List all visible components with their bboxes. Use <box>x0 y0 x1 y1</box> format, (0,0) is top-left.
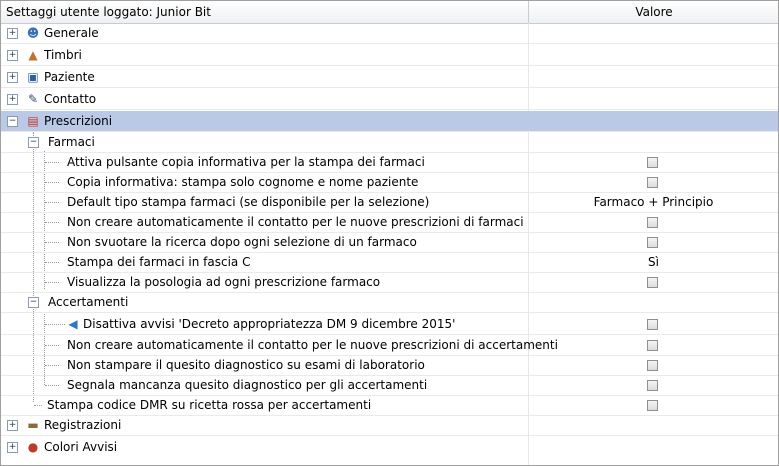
column-header-setting[interactable]: Settaggi utente loggato: Junior Bit <box>6 5 211 19</box>
setting-row[interactable] <box>1 172 778 193</box>
setting-checkbox[interactable] <box>647 237 658 248</box>
color-circles-icon: ● <box>27 440 39 454</box>
tree-node-contatto[interactable] <box>1 89 778 110</box>
setting-label: Copia informativa: stampa solo cognome e nome paziente <box>67 175 419 189</box>
tree-node-generale[interactable] <box>1 23 778 44</box>
tree-node-label: Registrazioni <box>44 418 122 432</box>
setting-label: Visualizza la posologia ad ogni prescrizione farmaco <box>67 275 381 289</box>
setting-row[interactable] <box>1 152 778 173</box>
tree-line <box>45 242 59 243</box>
stamp-icon: ▲ <box>28 48 38 62</box>
tree-line <box>45 222 59 223</box>
tree-node-label: Paziente <box>44 70 95 84</box>
setting-row[interactable] <box>1 192 778 213</box>
setting-label: Stampa codice DMR su ricetta rossa per accertamenti <box>47 398 372 412</box>
setting-checkbox[interactable] <box>647 360 658 371</box>
tree-node-colori-avvisi[interactable] <box>1 437 778 457</box>
tree-node-label: Farmaci <box>48 135 95 149</box>
tree-line <box>45 345 59 346</box>
setting-checkbox[interactable] <box>647 340 658 351</box>
expand-icon[interactable]: + <box>8 50 17 60</box>
prescription-icon: ▤ <box>27 114 39 128</box>
setting-checkbox[interactable] <box>647 319 658 330</box>
tree-node-paziente[interactable] <box>1 67 778 88</box>
register-icon: ▬ <box>27 418 39 432</box>
tree-node-prescrizioni[interactable] <box>1 111 778 132</box>
setting-label: Default tipo stampa farmaci (se disponibile per la selezione) <box>67 195 430 209</box>
tree-line <box>45 385 59 386</box>
patient-card-icon: ▣ <box>27 70 39 84</box>
tree-node-accertamenti[interactable] <box>1 292 778 313</box>
info-book-icon: ◀ <box>68 317 78 331</box>
expand-icon[interactable]: + <box>8 420 17 430</box>
tree-node-label: Colori Avvisi <box>44 440 118 454</box>
tree-node-label: Generale <box>44 26 99 40</box>
setting-label: Non creare automaticamente il contatto per le nuove prescrizioni di farmaci <box>67 215 524 229</box>
tree-line <box>45 282 59 283</box>
tree-node-label: Accertamenti <box>48 295 129 309</box>
tree-line <box>45 202 59 203</box>
collapse-icon[interactable]: − <box>8 116 17 126</box>
setting-checkbox[interactable] <box>647 157 658 168</box>
setting-row[interactable] <box>1 314 778 335</box>
setting-row[interactable] <box>1 272 778 293</box>
tree-line <box>45 262 59 263</box>
expand-icon[interactable]: + <box>8 442 17 452</box>
tree-line <box>45 162 59 163</box>
column-header-value[interactable]: Valore <box>528 1 779 23</box>
setting-row[interactable] <box>1 232 778 253</box>
setting-label: Attiva pulsante copia informativa per la stampa dei farmaci <box>67 155 425 169</box>
tree-line <box>45 324 65 325</box>
tree-node-registrazioni[interactable] <box>1 415 778 436</box>
grid-header <box>1 1 778 24</box>
setting-label: Non svuotare la ricerca dopo ogni selezione di un farmaco <box>67 235 417 249</box>
setting-value[interactable]: Farmaco + Principio <box>593 195 714 209</box>
setting-row[interactable] <box>1 252 778 273</box>
setting-checkbox[interactable] <box>647 177 658 188</box>
setting-value[interactable]: Sì <box>648 255 659 269</box>
contact-note-icon: ✎ <box>27 92 39 106</box>
tree-line <box>45 365 59 366</box>
tree-node-label: Prescrizioni <box>44 114 113 128</box>
setting-checkbox[interactable] <box>647 380 658 391</box>
collapse-icon[interactable]: − <box>29 137 38 147</box>
expand-icon[interactable]: + <box>8 72 17 82</box>
setting-row[interactable] <box>1 335 778 356</box>
expand-icon[interactable]: + <box>8 94 17 104</box>
tree-node-label: Timbri <box>44 48 82 62</box>
setting-label: Segnala mancanza quesito diagnostico per gli accertamenti <box>67 378 428 392</box>
tree-node-label: Contatto <box>44 92 97 106</box>
expand-icon[interactable]: + <box>8 28 17 38</box>
setting-row[interactable] <box>1 355 778 376</box>
setting-row[interactable] <box>1 212 778 233</box>
collapse-icon[interactable]: − <box>29 297 38 307</box>
setting-checkbox[interactable] <box>647 217 658 228</box>
setting-checkbox[interactable] <box>647 400 658 411</box>
setting-label: Stampa dei farmaci in fascia C <box>67 255 251 269</box>
tree-node-timbri[interactable] <box>1 45 778 66</box>
setting-label: Disattiva avvisi 'Decreto appropriatezza DM 9 dicembre 2015' <box>83 317 456 331</box>
setting-checkbox[interactable] <box>647 277 658 288</box>
setting-label: Non creare automaticamente il contatto per le nuove prescrizioni di accertamenti <box>67 338 558 352</box>
user-icon: ☻ <box>26 26 40 40</box>
setting-label: Non stampare il quesito diagnostico su esami di laboratorio <box>67 358 425 372</box>
tree-line <box>34 405 42 406</box>
setting-row[interactable] <box>1 375 778 396</box>
setting-row[interactable] <box>1 395 778 416</box>
tree-node-farmaci[interactable] <box>1 132 778 153</box>
tree-line <box>45 182 59 183</box>
